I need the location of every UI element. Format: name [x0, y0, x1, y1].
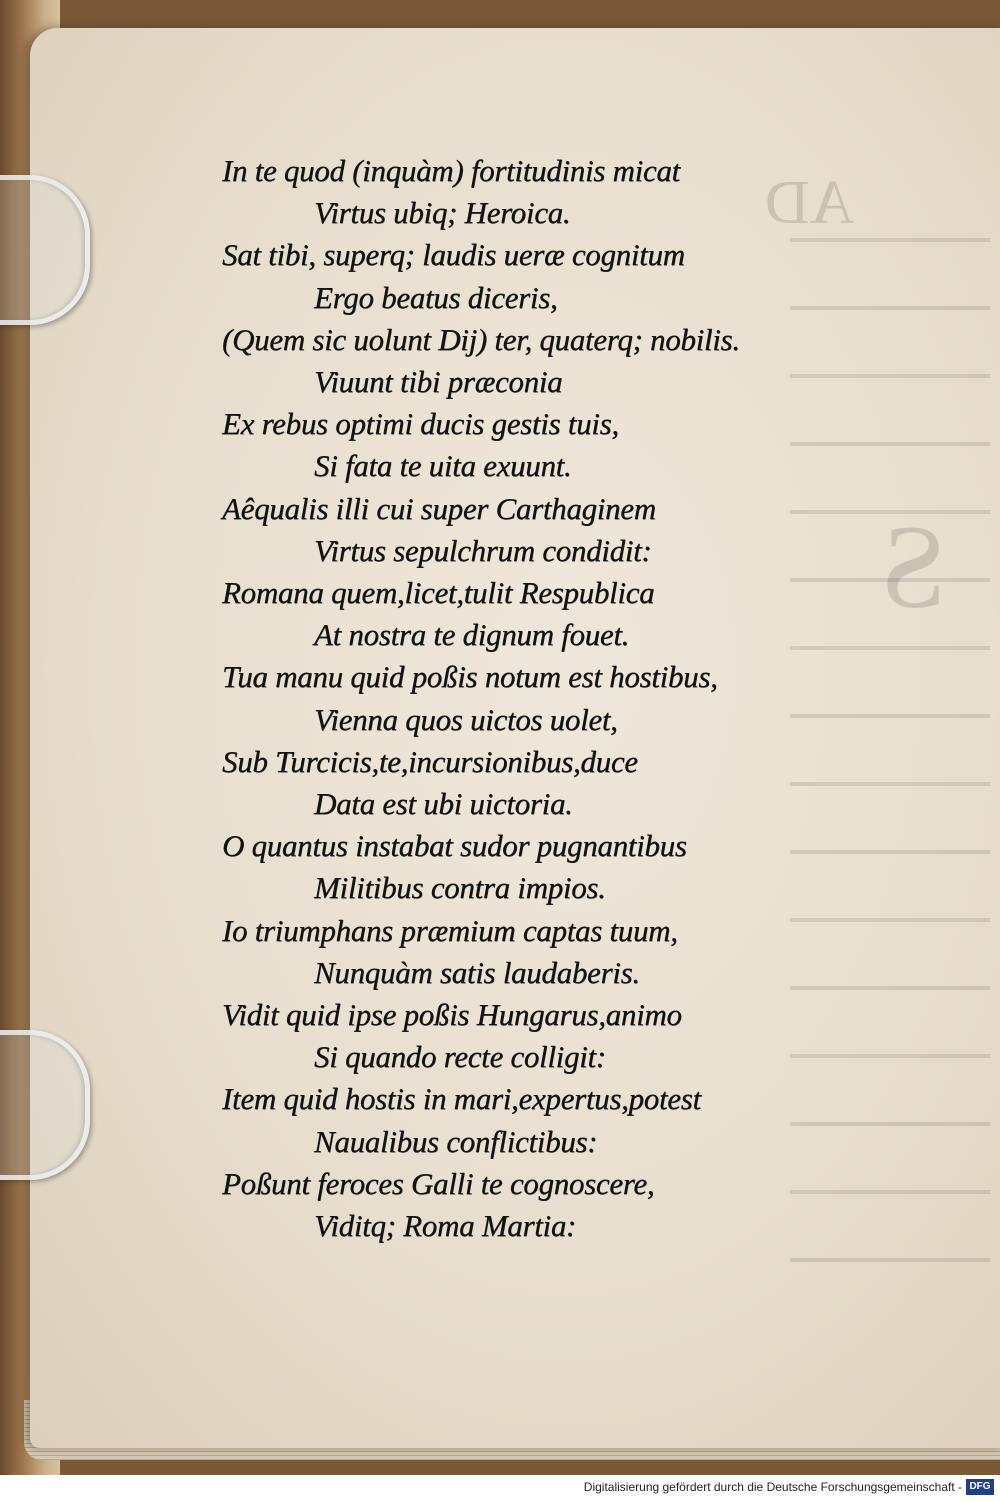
verse-line: Vienna quos uictos uolet,: [314, 701, 618, 737]
verse-line: In te quod (inquàm) fortitudinis micat: [222, 153, 680, 188]
verse-line: Sat tibi, superq; laudis ueræ cognitum: [222, 237, 685, 273]
verse-line: Nunquàm satis laudaberis.: [314, 954, 640, 990]
verse-line: Si fata te uita exuunt.: [314, 448, 572, 484]
verse-line: Sub Turcicis,te,incursionibus,duce: [222, 743, 638, 779]
verse-line: Vidit quid ipse poßis Hungarus,animo: [222, 997, 682, 1033]
bleed-through-initial: S: [880, 500, 947, 633]
verse-line: Romana quem,licet,tulit Respublica: [222, 575, 655, 611]
verse-line: Ex rebus optimi ducis gestis tuis,: [222, 406, 619, 442]
verse-line: O quantus instabat sudor pugnantibus: [222, 828, 687, 864]
verse-line: Io triumphans præmium captas tuum,: [222, 912, 678, 948]
digitization-footer: [0, 1475, 1000, 1501]
page-clip-bottom: [0, 1030, 90, 1180]
bleed-through-title: AD: [765, 169, 855, 237]
verse-line: Si quando recte colligit:: [314, 1039, 606, 1075]
verse-line: Virtus sepulchrum condidit:: [314, 532, 652, 568]
verse-line: Data est ubi uictoria.: [314, 786, 573, 822]
verse-line: Virtus ubiq; Heroica.: [314, 195, 571, 231]
bleed-line: [790, 1258, 990, 1262]
funding-credit: Digitalisierung gefördert durch die Deutsche Forschungsgemeinschaft -: [583, 1480, 962, 1494]
page-clip-top: [0, 175, 90, 325]
verse-line: At nostra te dignum fouet.: [314, 617, 630, 653]
verse-line: Item quid hostis in mari,expertus,potest: [222, 1081, 701, 1117]
verse-line: Militibus contra impios.: [314, 870, 606, 906]
verse-line: Viditq; Roma Martia:: [314, 1208, 577, 1244]
verse-line: (Quem sic uolunt Dij) ter, quaterq; nobilis.: [222, 321, 740, 357]
verse-line: Naualibus conflictibus:: [314, 1123, 598, 1159]
dfg-logo-icon: DFG: [966, 1479, 994, 1495]
verse-line: Poßunt feroces Galli te cognoscere,: [222, 1165, 655, 1201]
verse-line: Viuunt tibi præconia: [314, 364, 563, 400]
verse-line: Aêqualis illi cui super Carthaginem: [222, 490, 656, 526]
poem-text: [222, 150, 862, 1247]
verse-line: Tua manu quid poßis notum est hostibus,: [222, 659, 718, 695]
verse-line: Ergo beatus diceris,: [314, 279, 558, 315]
